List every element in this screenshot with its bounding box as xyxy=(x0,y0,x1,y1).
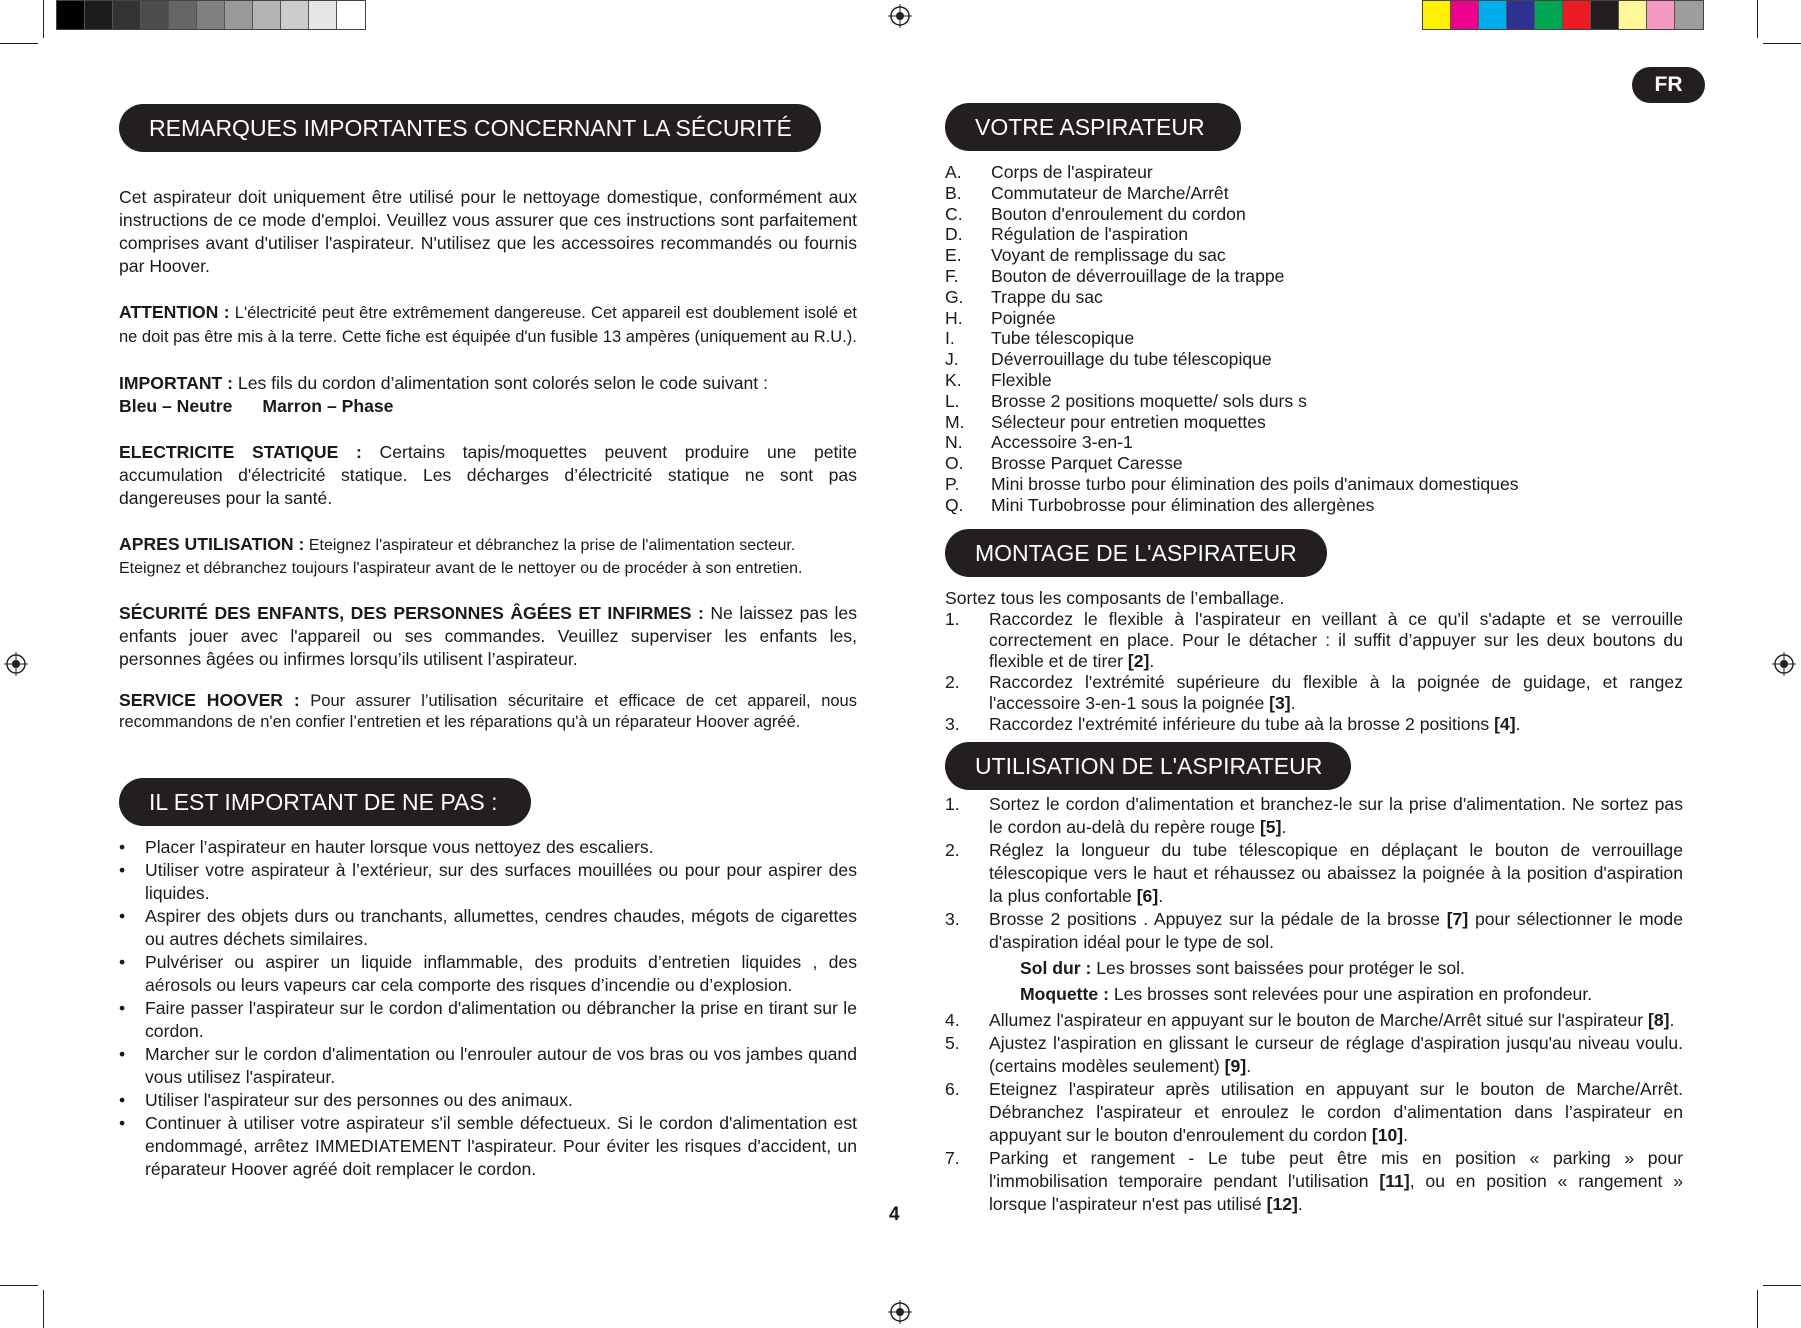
parts-list-item xyxy=(945,183,1683,204)
part-label: Flexible xyxy=(991,369,1052,390)
crop-mark xyxy=(43,1290,44,1328)
parts-list-item xyxy=(945,224,1683,245)
step-text: Sortez le cordon d'alimentation et branchez-le sur la prise d'alimentation. Ne sortez pas le cordon au-delà du repère rouge [5]. xyxy=(989,794,1683,837)
crop-mark xyxy=(0,1285,38,1286)
step-text: Ajustez l'aspiration en glissant le curseur de réglage d'aspiration jusqu'au niveau voulu. (certains modèles seulement) [9]. xyxy=(989,1033,1683,1076)
page-number: 4 xyxy=(889,1204,900,1225)
not-to-do-title: IL EST IMPORTANT DE NE PAS : xyxy=(149,788,498,815)
parts-list-item xyxy=(945,266,1683,287)
parts-section-title: VOTRE ASPIRATEUR xyxy=(975,113,1205,140)
part-label: Déverrouillage du tube télescopique xyxy=(991,349,1272,370)
part-letter: D. xyxy=(945,224,963,245)
parts-list-item xyxy=(945,204,1683,225)
part-label: Bouton de déverrouillage de la trappe xyxy=(991,265,1285,286)
intro-paragraph: Cet aspirateur doit uniquement être utilisé pour le nettoyage domestique, conformément aux instructions de ce mode d'emploi. Veuillez vous assurer que ces instructions sont parfaitement comprises avant d'utiliser l'aspirateur. N'utilisez que les accessoires recommandés ou fournis par Hoover. xyxy=(119,187,857,276)
parts-list-item xyxy=(945,245,1683,266)
color-swatch xyxy=(197,1,225,29)
parts-list-item xyxy=(945,328,1683,349)
crop-mark xyxy=(1757,1290,1758,1328)
important-label: IMPORTANT : xyxy=(119,373,234,393)
list-item: • Utiliser l'aspirateur sur des personnes ou des animaux. xyxy=(119,1089,857,1112)
service-label: SERVICE HOOVER : xyxy=(119,690,300,710)
floor-carpet-note: Moquette : Les brosses sont relevées pour une aspiration en profondeur. xyxy=(1020,984,1593,1004)
color-swatch xyxy=(85,1,113,29)
step-number: 3. xyxy=(945,714,960,734)
safety-notes xyxy=(119,186,857,733)
part-letter: N. xyxy=(945,432,963,453)
parts-list-item xyxy=(945,370,1683,391)
list-item: • Faire passer l'aspirateur sur le cordon d'alimentation ou débrancher la prise en tirant sur le cordon. xyxy=(119,997,857,1043)
part-label: Commutateur de Marche/Arrêt xyxy=(991,182,1229,203)
step-number: 7. xyxy=(945,1148,960,1168)
step-text: Raccordez le flexible à l'aspirateur en veillant à ce qu'il s'adapte et se verrouille correctement en place. Pour le détacher : il suffit d’appuyer sur les deux boutons du flexible et de tirer [2]. xyxy=(989,609,1683,671)
language-badge: FR xyxy=(1632,67,1705,103)
part-letter: I. xyxy=(945,328,955,349)
security-section-title: REMARQUES IMPORTANTES CONCERNANT LA SÉCURITÉ xyxy=(149,114,792,141)
assembly-intro: Sortez tous les composants de l’emballage. xyxy=(945,588,1285,608)
assembly-section-title: MONTAGE DE L'ASPIRATEUR xyxy=(975,539,1297,566)
list-item: • Placer l’aspirateur en hauter lorsque vous nettoyez des escaliers. xyxy=(119,836,857,859)
step-text: Raccordez l'extrémité supérieure du flexible à la poignée de guidage, et rangez l'accessoire 3-en-1 sous la poignée [3]. xyxy=(989,672,1683,713)
parts-list-item xyxy=(945,474,1683,495)
color-swatch xyxy=(113,1,141,29)
step-number: 3. xyxy=(945,909,960,929)
parts-list-item xyxy=(945,287,1683,308)
registration-mark-icon xyxy=(888,1300,912,1324)
usage-section-header xyxy=(945,742,1351,790)
important-paragraph: IMPORTANT : Les fils du cordon d’alimentation sont colorés selon le code suivant : xyxy=(119,373,768,393)
part-label: Trappe du sac xyxy=(991,286,1103,307)
parts-list-item xyxy=(945,453,1683,474)
floor-hard-note: Sol dur : Les brosses sont baissées pour protéger le sol. xyxy=(1020,958,1465,978)
parts-list-item xyxy=(945,432,1683,453)
part-label: Bouton d'enroulement du cordon xyxy=(991,203,1246,224)
step-text: Réglez la longueur du tube télescopique en déplaçant le bouton de verrouillage télescopique vers le haut et réhaussez ou abaissez la poignée à la position d'aspiration la plus confortable [6]. xyxy=(989,840,1683,906)
color-swatch xyxy=(225,1,253,29)
crop-mark xyxy=(1763,43,1801,44)
step-number: 4. xyxy=(945,1010,960,1030)
step-number: 1. xyxy=(945,609,960,629)
step-item xyxy=(945,839,1683,908)
part-letter: L. xyxy=(945,390,960,411)
step-number: 2. xyxy=(945,840,960,860)
after-use-label: APRES UTILISATION : xyxy=(119,534,305,554)
crop-mark xyxy=(1763,1285,1801,1286)
list-item: • Marcher sur le cordon d'alimentation ou l'enrouler autour de vos bras ou vos jambes quand vous utilisez l'aspirateur. xyxy=(119,1043,857,1089)
attention-paragraph: ATTENTION : L'électricité peut être extrêmement dangereuse. Cet appareil est doublement isolé et ne doit pas être mis à la terre. Cette fiche est équipée d'un fusible 13 ampères (uniquement au R.U.). xyxy=(119,302,857,346)
step-text: Raccordez l'extrémité inférieure du tube aà la brosse 2 positions [4]. xyxy=(989,714,1521,734)
color-swatch xyxy=(309,1,337,29)
color-swatch xyxy=(57,1,85,29)
wire-brown: Marron – Phase xyxy=(262,396,394,416)
children-paragraph: SÉCURITÉ DES ENFANTS, DES PERSONNES ÂGÉES ET INFIRMES : Ne laissez pas les enfants jouer avec l'appareil ou ses commandes. Veuillez superviser les enfants les, personnes âgées ou infirmes lorsqu’ils utilisent l’aspirateur. xyxy=(119,603,857,669)
part-letter: K. xyxy=(945,369,962,390)
wire-blue: Bleu – Neutre xyxy=(119,396,233,416)
registration-mark-icon xyxy=(1772,652,1796,676)
part-letter: J. xyxy=(945,349,959,370)
part-label: Accessoire 3-en-1 xyxy=(991,432,1133,453)
part-letter: G. xyxy=(945,286,964,307)
step-text: Parking et rangement - Le tube peut être mis en position « parking » pour l'immobilisation temporaire pendant l'utilisation [11], ou en position « rangement » lorsque l'aspirateur n'est pas utilisé [12]. xyxy=(989,1148,1684,1214)
service-paragraph: SERVICE HOOVER : Pour assurer l’utilisation sécuritaire et efficace de cet appareil, nous recommandons de n'en confier l’entretien et les réparations qu'à un réparateur Hoover agréé. xyxy=(119,690,857,731)
step-item xyxy=(945,609,1683,672)
attention-label: ATTENTION : xyxy=(119,302,230,322)
after-use-paragraph: APRES UTILISATION : Eteignez l'aspirateur et débranchez la prise de l'alimentation secteur. Eteignez et débranchez toujours l'aspirateur avant de le nettoyer ou de procéder à son entretien. xyxy=(119,534,803,577)
registration-mark-icon xyxy=(888,4,912,28)
step-number: 1. xyxy=(945,794,960,814)
color-swatch xyxy=(253,1,281,29)
color-swatch xyxy=(1619,1,1647,29)
part-letter: P. xyxy=(945,473,960,494)
color-swatch xyxy=(1423,1,1451,29)
color-swatch xyxy=(1507,1,1535,29)
security-section-header xyxy=(119,104,821,152)
assembly-section-header xyxy=(945,529,1327,577)
part-label: Tube télescopique xyxy=(991,328,1135,349)
cmyk-color-bar xyxy=(1422,0,1704,30)
part-letter: B. xyxy=(945,182,962,203)
part-letter: O. xyxy=(945,453,964,474)
part-letter: A. xyxy=(945,162,962,182)
part-letter: M. xyxy=(945,411,965,432)
crop-mark xyxy=(43,0,44,38)
grayscale-color-bar xyxy=(56,0,366,30)
part-label: Poignée xyxy=(991,307,1056,328)
step-item xyxy=(945,908,1683,954)
color-swatch xyxy=(1591,1,1619,29)
part-label: Brosse 2 positions moquette/ sols durs s xyxy=(991,390,1307,411)
parts-list-item xyxy=(945,412,1683,433)
registration-mark-icon xyxy=(4,652,28,676)
step-item xyxy=(945,1009,1683,1032)
parts-section-header xyxy=(945,103,1241,151)
parts-list-item xyxy=(945,391,1683,412)
color-swatch xyxy=(1675,1,1703,29)
step-number: 2. xyxy=(945,672,960,692)
color-swatch xyxy=(1535,1,1563,29)
list-item: • Pulvériser ou aspirer un liquide inflammable, des produits d’entretien liquides , des aérosols ou leurs vapeurs car cela comporte des risques d’incendie ou d’explosion. xyxy=(119,951,857,997)
part-letter: H. xyxy=(945,307,963,328)
part-letter: Q. xyxy=(945,494,964,515)
step-item xyxy=(945,1078,1683,1147)
usage-steps xyxy=(945,793,1683,1216)
color-swatch xyxy=(1451,1,1479,29)
part-label: Brosse Parquet Caresse xyxy=(991,453,1183,474)
color-swatch xyxy=(1563,1,1591,29)
color-swatch xyxy=(1647,1,1675,29)
color-swatch xyxy=(281,1,309,29)
color-swatch xyxy=(141,1,169,29)
part-label: Régulation de l'aspiration xyxy=(991,224,1189,245)
step-text: Allumez l'aspirateur en appuyant sur le bouton de Marche/Arrêt situé sur l'aspirateur [8]. xyxy=(989,1010,1675,1030)
list-item: • Continuer à utiliser votre aspirateur s'il semble défectueux. Si le cordon d'alimentation est endommagé, arrêtez IMMEDIATEMENT l'aspirateur. Pour éviter les risques d'accident, un réparateur Hoover agréé doit remplacer le cordon. xyxy=(119,1112,857,1181)
static-label: ELECTRICITE STATIQUE : xyxy=(119,442,362,462)
part-letter: E. xyxy=(945,245,962,266)
wire-colours xyxy=(119,395,857,418)
part-label: Mini brosse turbo pour élimination des poils d'animaux domestiques xyxy=(991,473,1519,494)
step-number: 6. xyxy=(945,1079,960,1099)
parts-list xyxy=(945,162,1683,516)
step-text: Eteignez l'aspirateur après utilisation en appuyant sur le bouton de Marche/Arrêt. Débranchez l'aspirateur et enroulez le cordon d’alimentation dans l’aspirateur en appuyant sur le bouton d'enroulement du cordon [10]. xyxy=(989,1079,1683,1145)
color-swatch xyxy=(169,1,197,29)
parts-list-item xyxy=(945,308,1683,329)
parts-list-item xyxy=(945,162,1683,183)
parts-list-item xyxy=(945,349,1683,370)
not-to-do-list xyxy=(119,836,857,1181)
part-letter: F. xyxy=(945,265,959,286)
step-text: Brosse 2 positions . Appuyez sur la pédale de la brosse [7] pour sélectionner le mode d'aspiration idéal pour le type de sol. xyxy=(989,909,1683,952)
assembly-steps xyxy=(945,609,1683,735)
part-label: Mini Turbobrosse pour élimination des allergènes xyxy=(991,494,1375,515)
step-item xyxy=(945,793,1683,839)
static-paragraph: ELECTRICITE STATIQUE : Certains tapis/moquettes peuvent produire une petite accumulation d'électricité statique. Les décharges d’électricité statique ne sont pas dangereuses pour la santé. xyxy=(119,442,858,508)
list-item: • Utiliser votre aspirateur à l’extérieur, sur des surfaces mouillées ou pour pour aspirer des liquides. xyxy=(119,859,857,905)
step-item xyxy=(945,672,1683,714)
part-label: Corps de l'aspirateur xyxy=(991,162,1153,182)
step-item xyxy=(945,1147,1683,1216)
crop-mark xyxy=(0,43,38,44)
color-swatch xyxy=(337,1,365,29)
not-to-do-section-header xyxy=(119,778,531,826)
step-item xyxy=(945,714,1683,735)
color-swatch xyxy=(1479,1,1507,29)
part-letter: C. xyxy=(945,203,963,224)
parts-list-item xyxy=(945,495,1683,516)
step-item xyxy=(945,1032,1683,1078)
part-label: Sélecteur pour entretien moquettes xyxy=(991,411,1266,432)
list-item: • Aspirer des objets durs ou tranchants, allumettes, cendres chaudes, mégots de cigarettes ou autres déchets similaires. xyxy=(119,905,857,951)
usage-section-title: UTILISATION DE L'ASPIRATEUR xyxy=(975,752,1323,779)
crop-mark xyxy=(1757,0,1758,38)
part-label: Voyant de remplissage du sac xyxy=(991,245,1226,266)
step-number: 5. xyxy=(945,1033,960,1053)
children-label: SÉCURITÉ DES ENFANTS, DES PERSONNES ÂGÉES ET INFIRMES : xyxy=(119,603,704,623)
